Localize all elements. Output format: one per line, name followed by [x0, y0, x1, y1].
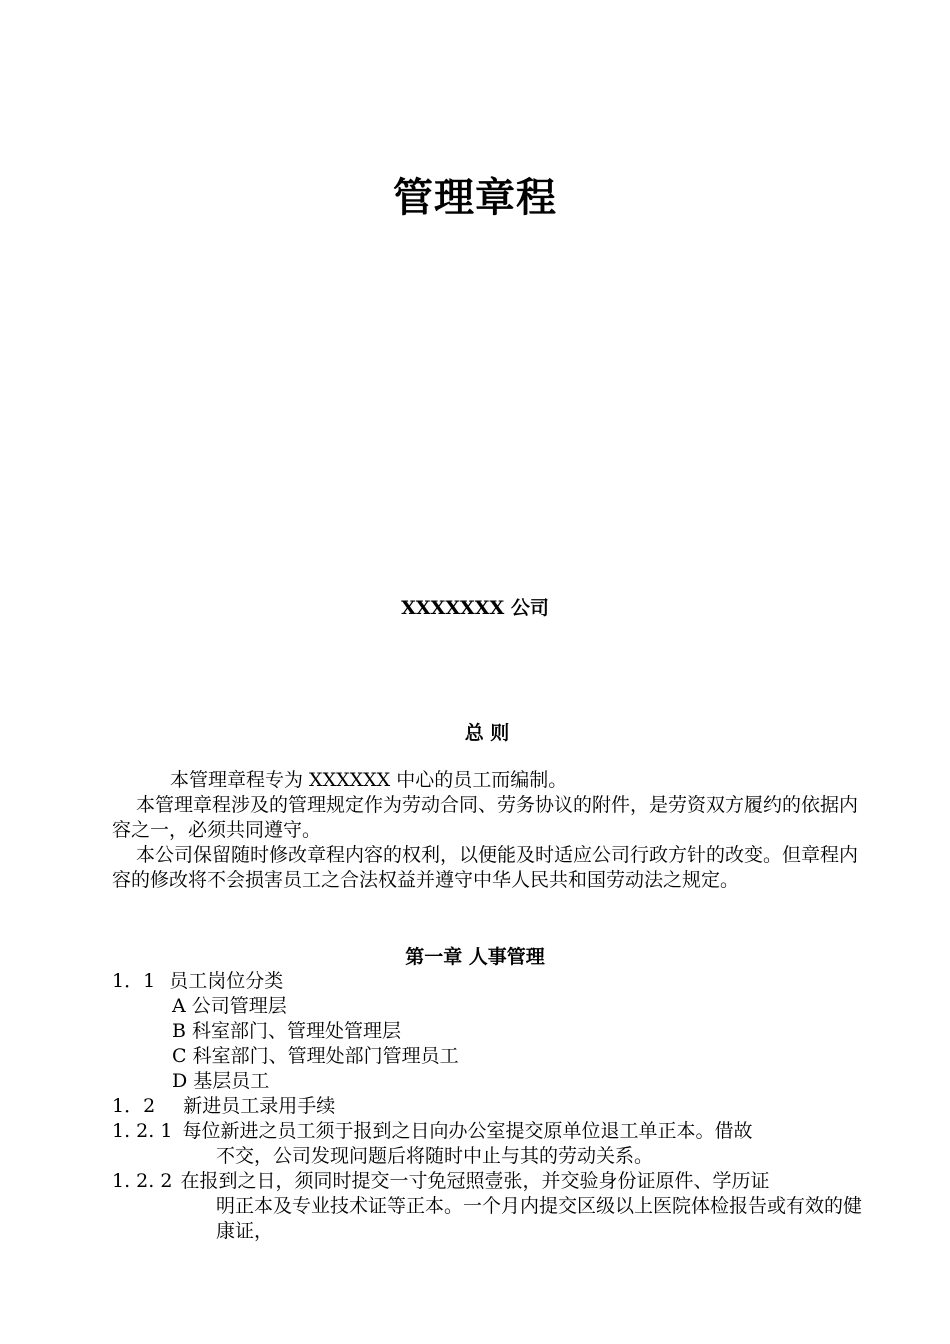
paragraph-text: 本公司保留随时修改章程内容的权利，以便能及时适应公司行政方针的改变。但章程内容的修改将不会损害员工之合法权益并遵守中华人民共和国劳动法之规定。 [112, 844, 859, 891]
list-item: C 科室部门、管理处部门管理员工 [172, 1045, 459, 1067]
clause-1-2-1-first-line [112, 1119, 752, 1144]
general-paragraph-1 [112, 768, 862, 793]
list-item: D 基层员工 [172, 1070, 270, 1092]
clause-number: 1. 2. 2 [112, 1170, 173, 1192]
paragraph-text: 本管理章程专为 XXXXXX 中心的员工而编制。 [170, 769, 568, 791]
paragraph-text: 本管理章程涉及的管理规定作为劳动合同、劳务协议的附件，是劳资双方履约的依据内容之一，必须共同遵守。 [112, 794, 859, 841]
list-item: B 科室部门、管理处管理层 [172, 1020, 402, 1042]
general-paragraph-3 [112, 843, 862, 893]
clause-1-2-1-continuation: 不交，公司发现问题后将随时中止与其的劳动关系。 [216, 1145, 654, 1167]
section-number: 1．1 [112, 970, 156, 992]
document-title: 管理章程 [393, 174, 557, 221]
clause-text: 在报到之日，须同时提交一寸免冠照壹张，并交验身份证原件、学历证 [180, 1170, 770, 1192]
clause-text: 每位新进之员工须于报到之日向办公室提交原单位退工单正本。借故 [182, 1120, 753, 1142]
section-title: 员工岗位分类 [169, 970, 284, 992]
clause-1-2-2-continuation: 明正本及专业技术证等正本。一个月内提交区级以上医院体检报告或有效的健康证， [216, 1195, 863, 1242]
clause-1-2-2-first-line [112, 1169, 769, 1194]
clause-number: 1. 2. 1 [112, 1120, 173, 1142]
general-paragraph-2 [112, 793, 862, 843]
section-1-2-line [112, 1094, 335, 1119]
chapter-1-heading: 第一章 人事管理 [405, 946, 545, 968]
general-heading: 总 则 [464, 722, 510, 744]
list-item: A 公司管理层 [172, 995, 287, 1017]
company-name: XXXXXXX 公司 [401, 597, 549, 619]
section-title: 新进员工录用手续 [183, 1095, 336, 1117]
section-1-1-line [112, 969, 283, 994]
section-number: 1．2 [112, 1095, 156, 1117]
